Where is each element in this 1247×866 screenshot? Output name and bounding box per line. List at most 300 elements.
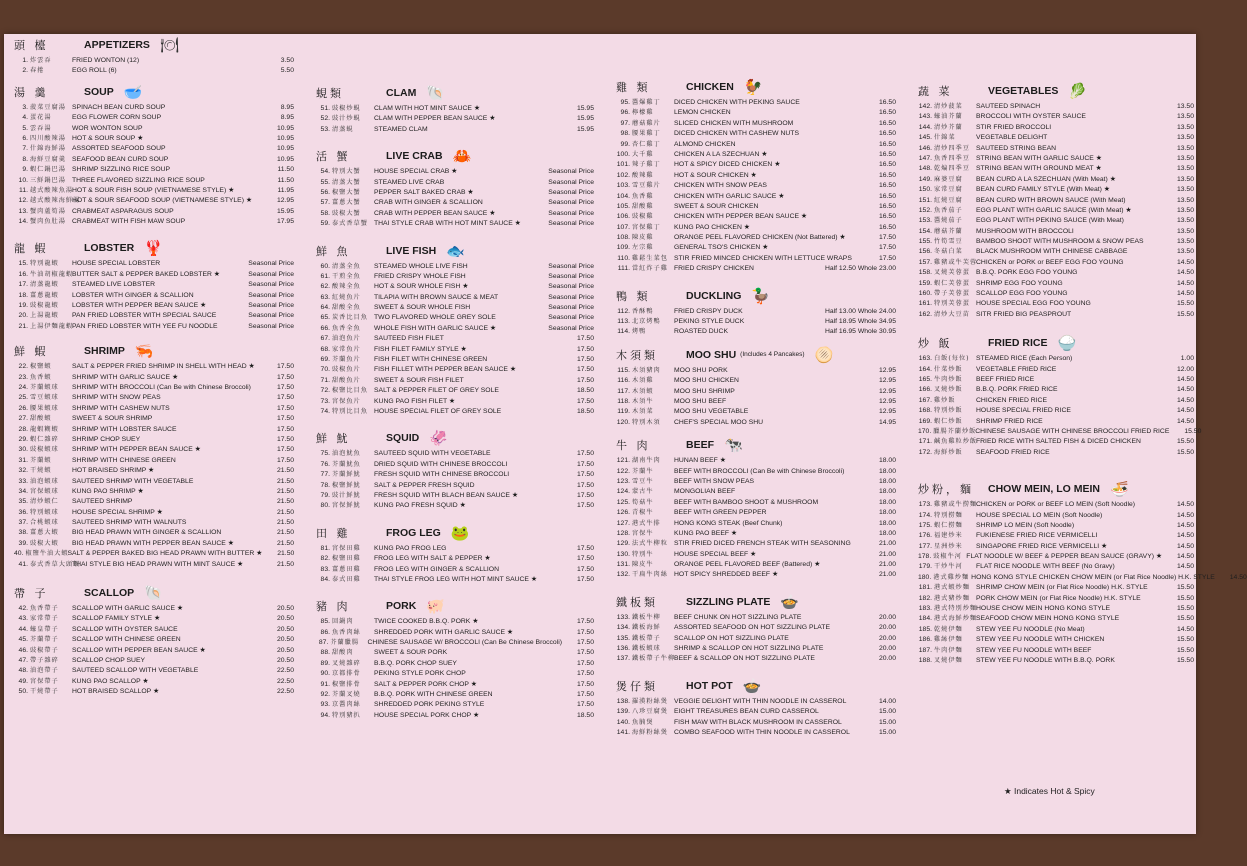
item-price: 15.00 [878,718,896,726]
item-name: STEAMED CLAM [374,125,428,133]
menu-item [918,206,1194,216]
menu-item [918,552,1194,562]
item-name: SCALLOP WITH CHINESE GREEN [72,636,181,644]
menu-item [918,521,1194,531]
item-price: Seasonal Price [548,283,594,291]
item-name: SAUTEED FISH FILET [374,335,444,343]
item-chinese-name: 陳皮雞 [632,234,654,242]
item-number: 161. [918,300,932,308]
item-chinese-name: 竹筍雪豆 [934,238,963,246]
item-chinese-name: 越式酸辣魚湯 [30,186,74,194]
item-name: HOT & SOUR WHOLE FISH ★ [374,283,469,291]
item-chinese-name: 蝦仁炒飯 [934,417,963,425]
item-price: 21.00 [878,571,896,579]
item-name: LOBSTER WITH GINGER & SCALLION [72,291,194,299]
item-chinese-name: 芥蘭叉燒 [332,691,361,699]
item-name: LOBSTER WITH PEPPER BEAN SAUCE ★ [72,302,207,310]
item-number: 145. [918,134,932,142]
menu-item [616,487,896,497]
item-chinese-name: 清炒大豆苗 [934,310,970,318]
item-price: 14.00 [878,697,896,705]
item-number: 2. [22,67,28,75]
item-number: 40. [14,550,24,558]
item-chinese-name: 蝦仁鍋巴湯 [30,166,66,174]
item-number: 1. [22,57,28,64]
chicken-icon: 🐓 [743,79,763,96]
item-price: 17.50 [576,366,594,374]
section-chinese-title: 鮮 魚 [316,244,351,258]
item-number: 39. [18,539,28,547]
item-price: 10.95 [276,145,294,153]
item-name: THREE FLAVORED SIZZLING RICE SOUP [72,176,205,184]
section-chinese-title: 蔬 菜 [918,85,953,98]
menu-item [14,677,294,687]
item-name: BEEF CHUNK ON HOT SIZZLING PLATE [674,613,802,621]
menu-item [616,202,896,212]
menu-item [14,176,294,186]
item-price: 13.50 [1176,175,1194,183]
item-name: FRESH SQUID WITH CHINESE BROCCOLI [374,471,510,479]
item-price: 14.50 [1176,501,1194,509]
menu-item [14,291,294,301]
item-number: 14. [18,218,28,226]
item-number: 121. [616,457,630,465]
item-chinese-name: 醬爆雞丁 [632,99,661,106]
item-chinese-name: 菠菜豆腐湯 [30,103,66,111]
noodle-bowl-icon: 🍜 [1110,481,1129,499]
item-price: 21.00 [878,550,896,558]
item-chinese-name: 魚腩煲 [632,718,654,726]
item-name: SHRIMP WITH CASHEW NUTS [72,404,170,412]
item-number: 34. [18,487,28,495]
section-soup [14,81,294,228]
item-price: Seasonal Price [248,291,294,299]
item-name: CHICKEN WITH GARLIC SAUCE ★ [674,192,785,200]
menu-item [918,573,1247,583]
item-chinese-name: 港式海鮮炒麵 [934,615,978,623]
item-number: 176. [918,532,932,540]
item-number: 67. [320,335,330,343]
item-number: 42. [18,605,28,613]
item-number: 68. [320,345,330,353]
item-chinese-name: 杏仁雞丁 [632,140,661,148]
item-price: 16.50 [878,171,896,179]
item-chinese-name: 魚香四季豆 [934,154,970,162]
item-name: SALT & PEPPER FILET OF GREY SOLE [374,387,499,395]
item-price: 17.50 [576,575,594,583]
item-name: HOT & SOUR CHICKEN ★ [674,171,757,179]
item-number: 100. [616,150,630,158]
item-price: 17.50 [576,555,594,563]
menu-item [14,56,294,66]
section-note: (Includes 4 Pancakes) [740,351,805,359]
item-price: 12.95 [878,408,896,416]
item-number: 54. [320,168,330,176]
item-chinese-name: 芥蘭帶子 [30,636,59,644]
menu-item [918,112,1194,122]
hot-pot-icon: 🍲 [742,677,762,695]
item-price: Seasonal Price [548,199,594,207]
item-number: 29. [18,435,28,443]
item-number: 36. [18,508,28,516]
item-chinese-name: 雪豆雞片 [632,182,661,190]
item-number: 16. [18,270,28,278]
menu-item [918,365,1194,375]
shrimp-icon: 🦐 [134,343,154,361]
item-chinese-name: 木須牛 [632,397,654,405]
item-name: B.B.Q. PORK WITH CHINESE GREEN [374,691,493,699]
item-price: 14.50 [1176,258,1194,266]
item-number: 184. [918,615,932,623]
item-number: 25. [18,394,28,402]
section-heading [918,80,1194,102]
item-name: PEPPER SALT BAKED CRAB ★ [374,188,474,196]
item-number: 147. [918,154,932,162]
item-price: 17.50 [576,481,594,489]
item-name: KUNG PAO BEEF ★ [674,529,737,537]
item-price: 20.50 [276,646,294,654]
item-number: 43. [18,615,28,623]
item-name: CRAB WITH GINGER & SCALLION [374,199,483,207]
item-price: 17.50 [576,397,594,405]
menu-item [616,718,896,728]
item-chinese-name: 宮保魚片 [332,397,361,405]
menu-item [14,560,294,570]
section-title: FROG LEG [386,526,441,539]
menu-item [616,254,896,264]
item-name: BEAN CURD FAMILY STYLE (With Meat) ★ [976,186,1110,194]
item-price: 14.50 [1176,290,1194,298]
section-chinese-title: 龍 蝦 [14,242,49,256]
item-chinese-name: 叉燒伊麵 [934,656,963,664]
item-name: EGG ROLL (6) [72,67,117,75]
section-title: LIVE CRAB [386,150,443,163]
item-price: 18.00 [878,498,896,506]
item-name: SCALLOP FAMILY STYLE ★ [72,615,161,623]
item-price: 12.95 [878,387,896,395]
menu-item [14,134,294,144]
item-number: 84. [320,575,330,583]
menu-item [14,124,294,134]
duck-icon: 🦆 [751,287,771,305]
item-number: 53. [320,125,330,133]
item-chinese-name: 干煎全魚 [332,272,361,280]
item-name: SITR FRIED BIG PEASPROUT [976,310,1072,318]
menu-item [14,103,294,113]
menu-item [316,293,594,303]
item-chinese-name: 辣子雞丁 [632,161,661,169]
item-name: SCALLOP CHOP SUEY [72,656,146,664]
item-name: BIG HEAD PRAWN WITH GINGER & SCALLION [72,529,222,537]
item-number: 3. [22,103,28,111]
item-price: 17.50 [576,345,594,353]
menu-item [616,477,896,487]
item-number: 185. [918,625,932,633]
item-price: 21.00 [878,540,896,548]
item-price: 17.50 [276,435,294,443]
menu-sheet [4,34,1247,834]
item-price: 15.50 [1176,438,1194,446]
menu-item [316,397,594,407]
item-number: 169. [918,417,932,425]
menu-item [316,554,594,564]
item-name: SAUTEED STRING BEAN [976,144,1057,152]
item-number: 183. [918,605,932,613]
item-chinese-name: 宮保鮮魷 [332,502,361,510]
menu-item [616,498,896,508]
item-chinese-name: 炭香比目魚 [332,314,368,322]
item-number: 12. [18,197,28,205]
item-price: 16.50 [878,109,896,117]
item-number: 153. [918,217,932,225]
section-title: MOO SHU [686,348,737,361]
menu-item [616,634,896,644]
item-name: MOO SHU PORK [674,366,728,374]
menu-item [616,181,896,191]
item-price: 3.50 [280,57,294,64]
item-price: 18.00 [878,467,896,475]
item-price: 17.50 [276,446,294,454]
item-name: CHICKEN A LA SZECHUAN ★ [674,150,768,158]
menu-item [918,396,1194,406]
item-name: EIGHT TREASURES BEAN CURD CASSEROL [674,708,819,716]
section-chinese-title: 雞 類 [616,81,651,94]
section-heading [316,145,594,167]
item-chinese-name: 上湯龍蝦 [30,312,59,320]
item-price: 17.50 [576,376,594,384]
section-title: VEGETABLES [988,85,1059,97]
item-name: SHRIMP WITH SNOW PEAS [72,394,161,402]
item-price: 16.50 [878,182,896,190]
item-name: SAUTEED SHRIMP WITH VEGETABLE [72,477,194,485]
item-name: FLAT RICE NOODLE WITH BEEF (No Gravy) [976,563,1115,571]
item-number: 97. [620,119,630,127]
item-number: 70. [320,366,330,374]
item-chinese-name: 清炒芥蘭 [934,123,963,131]
item-number: 167. [918,396,932,404]
item-chinese-name: 甜酸肉 [332,649,354,657]
item-price: 18.00 [878,509,896,517]
section-chinese-title: 湯 羹 [14,85,49,99]
item-number: 148. [918,165,932,173]
item-price: 15.95 [276,207,294,215]
item-number: 118. [617,397,630,405]
menu-item [616,519,896,529]
item-name: BAMBOO SHOOT WITH MUSHROOM & SNOW PEAS [976,238,1144,246]
menu-item [616,508,896,518]
item-chinese-name: 芥蘭牛 [632,467,654,475]
menu-item [316,104,594,114]
item-name: SEAFOOD BEAN CURD SOUP [72,155,169,163]
item-name: BEAN CURD WITH BROWN SAUCE (With Meat) [976,196,1126,204]
item-name: SINGAPORE FRIED RICE VERMICELLI ★ [976,542,1108,550]
item-name: SHREDDED PORK PEKING STYLE [374,701,485,709]
menu-item [14,625,294,635]
item-number: 150. [918,186,932,194]
item-name: HOT & SOUR FISH SOUP (VIETNAMESE STYLE) ★ [72,186,235,194]
item-chinese-name: 豉椒魚片 [332,366,361,374]
section-chow-mein-lo-mein [918,478,1247,666]
menu-item [316,334,594,344]
item-number: 130. [616,550,630,558]
item-name: ORANGE PEEL FLAVORED BEEF (Battered) ★ [674,561,821,569]
item-number: 119. [617,408,630,416]
menu-item [316,198,594,208]
menu-item [14,477,294,487]
section-title: FRIED RICE [988,337,1048,350]
item-number: 115. [617,366,630,374]
item-price: 12.00 [1176,365,1194,373]
menu-item [316,303,594,313]
item-number: 78. [320,481,330,489]
section-title: SOUP [84,85,114,98]
item-number: 32. [18,467,28,475]
item-chinese-name: 海鮮粉絲煲 [632,728,668,736]
item-chinese-name: 羅漢粉絲煲 [632,697,668,705]
item-chinese-name: 蘑菇芥蘭 [934,227,963,235]
item-price: 18.00 [878,488,896,496]
item-price: 17.50 [576,460,594,468]
menu-column-2 [316,34,594,834]
item-price: 20.50 [276,615,294,623]
item-chinese-name: 紅燒魚片 [332,293,361,301]
item-name: FRIED CRISPY WHOLE FISH [374,272,466,280]
item-chinese-name: 魚香全魚 [332,324,361,332]
menu-item [616,728,896,738]
menu-item [14,155,294,165]
menu-item [14,497,294,507]
item-chinese-name: 烤鴨 [632,328,647,336]
section-chinese-title: 木須類 [616,348,658,362]
item-number: 74. [320,407,330,415]
item-number: 122. [616,467,630,475]
menu-item [316,669,594,679]
menu-item [14,539,294,549]
item-price: 12.95 [276,197,294,205]
menu-item [316,272,594,282]
item-chinese-name: 薑蔥大蟹 [332,199,361,207]
item-number: 164. [918,365,932,373]
item-chinese-name: 油泡魷魚 [332,450,361,458]
item-chinese-name: 清蒸龍蝦 [30,281,59,289]
item-name: SWEET & SOUR PORK [374,649,448,657]
menu-item [918,227,1194,237]
item-name: SEAFOOD CHOW MEIN HONG KONG STYLE [976,615,1120,623]
section-chinese-title: 鐵板類 [616,595,658,609]
item-chinese-name: 干扁牛肉絲 [632,571,668,579]
item-chinese-name: 干燒蝦 [30,467,52,475]
menu-item [616,150,896,160]
item-price: 13.50 [1176,248,1194,256]
item-number: 170. [918,427,932,435]
menu-item [14,466,294,476]
item-price: 17.50 [576,450,594,458]
item-price: 17.50 [878,244,896,252]
menu-item [14,362,294,372]
item-name: STIR FRIED BROCCOLI [976,123,1052,131]
item-chinese-name: 甜酸雞 [632,202,654,210]
item-price: 14.50 [1176,407,1194,415]
item-number: 106. [616,213,630,221]
menu-item [918,656,1194,666]
item-name: BUTTER SALT & PEPPER BAKED LOBSTER ★ [72,270,220,278]
item-price: 15.50 [1176,584,1194,592]
item-number: 55. [320,178,330,186]
item-price: Seasonal Price [548,293,594,301]
item-chinese-name: 蟹肉蘆筍湯 [30,207,66,215]
item-name: HOUSE SPECIAL BEEF ★ [674,550,757,558]
menu-item [14,66,294,76]
item-number: 127. [616,519,630,527]
section-appetizers [14,34,294,77]
item-name: SWEET & SOUR WHOLE FISH [374,304,471,312]
menu-item [918,123,1194,133]
item-name: FLAT NOODLE W/ BEEF & PEPPER BEAN SAUCE (GRAVY) ★ [966,553,1162,561]
item-chinese-name: 海鮮豆腐羹 [30,155,66,163]
item-chinese-name: 酸辣雞 [632,171,654,179]
item-name: DICED CHICKEN WITH CASHEW NUTS [674,130,799,138]
item-chinese-name: 干燒帶子 [30,688,59,696]
menu-item [616,550,896,560]
item-chinese-name: 鐵板海鮮 [632,624,661,632]
section-chinese-title: 鴨 類 [616,289,651,303]
menu-item [14,425,294,435]
item-number: 65. [320,314,330,322]
item-chinese-name: 芥蘭蝦 [30,456,52,464]
item-price: 20.50 [276,636,294,644]
item-price: 17.50 [576,618,594,626]
item-number: 155. [918,238,932,246]
item-name: FISH MAW WITH BLACK MUSHROOM IN CASSEROL [674,718,842,726]
item-name: HOUSE SPECIAL LO MEIN (Soft Noodle) [976,511,1103,519]
menu-item [316,114,594,124]
item-name: FISH FILLET WITH PEPPER BEAN SAUCE ★ [374,366,516,374]
item-name: SWEET & SOUR FISH FILET [374,376,464,384]
item-number: 79. [320,491,330,499]
item-price: 13.50 [1176,217,1194,225]
item-price: 21.50 [276,498,294,506]
menu-item [14,383,294,393]
item-number: 49. [18,677,28,685]
item-number: 50. [18,688,28,696]
item-number: 105. [616,202,630,210]
section-heading [616,285,896,307]
item-name: CLAM WITH PEPPER BEAN SAUCE ★ [374,115,496,123]
menu-item [316,178,594,188]
item-price: 5.50 [280,67,294,75]
item-price: 21.50 [276,519,294,527]
item-name: SWEET & SOUR CHICKEN [674,202,759,210]
item-chinese-name: 湖南牛肉 [632,457,661,465]
item-number: 18. [18,291,28,299]
item-chinese-name: 三鮮鍋巴湯 [30,176,66,184]
item-name: PAN FRIED LOBSTER WITH SPECIAL SAUCE [72,312,217,320]
item-chinese-name: 牛肉伊麵 [934,646,963,654]
menu-item [316,628,594,638]
item-price: 16.50 [878,140,896,148]
item-chinese-name: 泰式香草蟹 [332,220,368,228]
lobster-icon: 🦞 [144,240,163,258]
item-price: 20.00 [878,634,896,642]
item-chinese-name: 白飯(每位) [934,355,970,363]
item-number: 135. [616,634,630,642]
item-price: 8.95 [280,103,294,111]
item-price: 11.50 [277,176,294,184]
menu-item [316,481,594,491]
item-chinese-name: 椒鹽蝦 [30,363,52,371]
item-chinese-name: 蠔皇帶子 [30,625,59,633]
scallop-shell-icon: 🐚 [144,585,163,603]
